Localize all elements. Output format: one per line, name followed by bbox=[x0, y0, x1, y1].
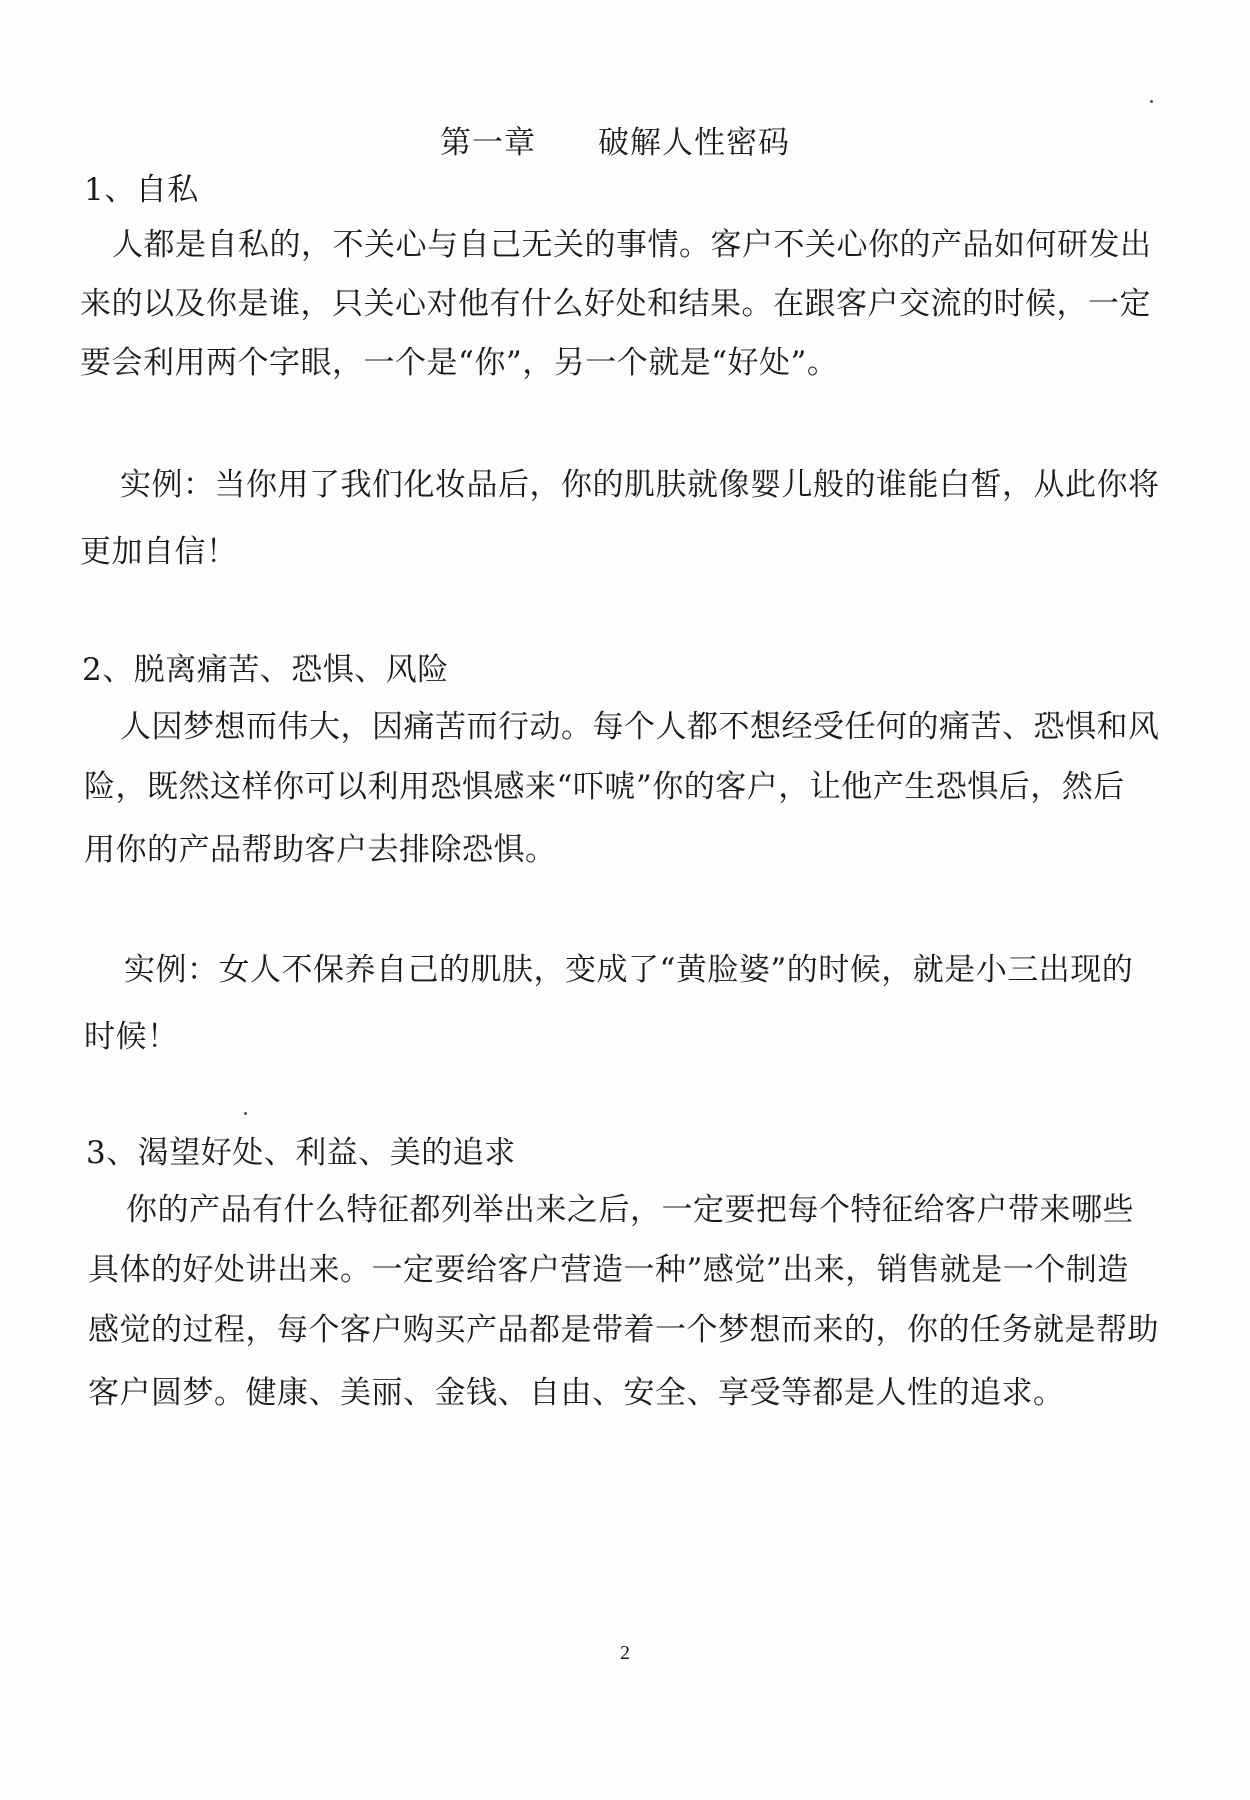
paragraph-line: 具体的好处讲出来。一定要给客户营造一种”感觉”出来，销售就是一个制造 bbox=[88, 1252, 1129, 1288]
page-number: 2 bbox=[620, 1642, 630, 1664]
paragraph-line: 险，既然这样你可以利用恐惧感来“吓唬”你的客户，让他产生恐惧后，然后 bbox=[84, 769, 1125, 805]
scan-speck bbox=[244, 1112, 247, 1115]
chapter-number: 第一章 bbox=[440, 125, 536, 161]
paragraph-line: 人都是自私的，不关心与自己无关的事情。客户不关心你的产品如何研发出 bbox=[112, 227, 1152, 263]
paragraph-line: 要会利用两个字眼，一个是“你”，另一个就是“好处”。 bbox=[80, 345, 839, 381]
section-heading-3: 3、渴望好处、利益、美的追求 bbox=[86, 1135, 516, 1171]
example-line: 时候！ bbox=[84, 1019, 179, 1055]
chapter-title bbox=[440, 123, 790, 163]
section-heading-2: 2、脱离痛苦、恐惧、风险 bbox=[82, 652, 449, 688]
paragraph-line: 感觉的过程，每个客户购买产品都是带着一个梦想而来的，你的任务就是帮助 bbox=[88, 1312, 1159, 1348]
example-line: 更加自信！ bbox=[80, 534, 238, 570]
example-line: 实例：女人不保养自己的肌肤，变成了“黄脸婆”的时候，就是小三出现的 bbox=[124, 952, 1134, 988]
paragraph-line: 客户圆梦。健康、美丽、金钱、自由、安全、享受等都是人性的追求。 bbox=[88, 1375, 1065, 1411]
paragraph-line: 用你的产品帮助客户去排除恐惧。 bbox=[84, 832, 557, 868]
paragraph-line: 来的以及你是谁，只关心对他有什么好处和结果。在跟客户交流的时候，一定 bbox=[80, 286, 1151, 322]
paragraph-line: 你的产品有什么特征都列举出来之后，一定要把每个特征给客户带来哪些 bbox=[126, 1192, 1134, 1228]
section-heading-1: 1、自私 bbox=[84, 172, 199, 208]
paragraph-line: 人因梦想而伟大，因痛苦而行动。每个人都不想经受任何的痛苦、恐惧和风 bbox=[120, 709, 1160, 745]
scan-speck bbox=[1150, 100, 1153, 103]
chapter-name: 破解人性密码 bbox=[598, 125, 790, 161]
example-line: 实例：当你用了我们化妆品后，你的肌肤就像婴儿般的谁能白皙，从此你将 bbox=[120, 467, 1160, 503]
